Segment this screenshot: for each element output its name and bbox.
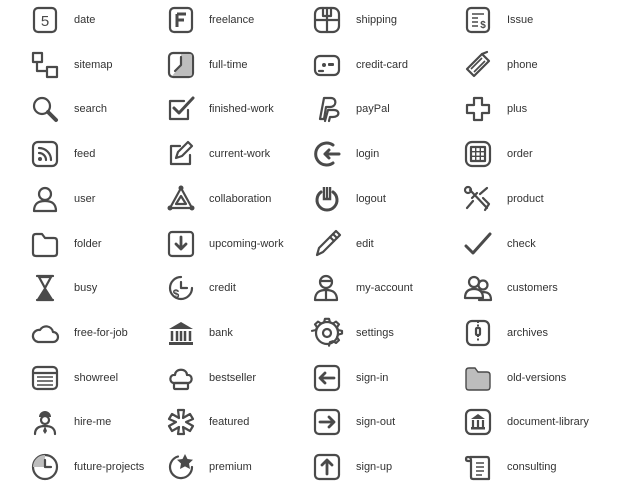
icon-label: date xyxy=(74,14,96,26)
icon-cell-plus xyxy=(463,89,493,129)
svg-text:$: $ xyxy=(172,287,180,302)
pen-icon xyxy=(312,229,342,259)
hourglass-icon xyxy=(30,273,60,303)
icon-label: sign-up xyxy=(356,461,393,473)
icon-cell-hire-me xyxy=(30,402,60,442)
icon-cell-featured xyxy=(166,402,196,442)
icon-cell-bestseller xyxy=(166,358,196,398)
pencil-box-icon xyxy=(166,139,196,169)
icon-label: upcoming-work xyxy=(209,237,284,250)
bank-icon xyxy=(166,318,196,348)
package-icon xyxy=(312,5,342,35)
icon-label: busy xyxy=(74,282,98,295)
icon-cell-paypal xyxy=(312,89,342,129)
icon-label: finished-work xyxy=(209,103,274,116)
icon-cell-shipping xyxy=(312,0,342,40)
icon-label: login xyxy=(356,148,380,161)
icon-label: future-projects xyxy=(74,461,145,473)
icon-label: logout xyxy=(356,192,386,205)
icon-label: showreel xyxy=(74,371,119,384)
icon-label: full-time xyxy=(209,58,248,71)
icon-label: order xyxy=(507,148,533,161)
svg-text:$: $ xyxy=(480,20,486,31)
icon-label: my-account xyxy=(356,282,413,295)
icon-label: phone xyxy=(507,58,538,71)
film-reel-icon xyxy=(30,363,60,393)
icon-cell-bank xyxy=(166,313,196,353)
folder-icon xyxy=(30,229,60,259)
icon-label: bestseller xyxy=(209,371,257,384)
icon-cell-my-account xyxy=(312,268,342,308)
power-icon xyxy=(312,184,342,214)
icon-label: sitemap xyxy=(74,58,113,71)
icon-label: check xyxy=(507,237,536,250)
arrow-up-box-icon xyxy=(312,452,342,482)
icon-cell-search xyxy=(30,89,60,129)
account-user-icon xyxy=(312,273,342,303)
icon-label: featured xyxy=(209,416,250,429)
plus-icon xyxy=(463,94,493,124)
icon-cell-current-work xyxy=(166,134,196,174)
icon-cell-customers xyxy=(463,268,493,308)
icon-cell-showreel xyxy=(30,358,60,398)
icon-label: payPal xyxy=(356,103,390,116)
icon-label: plus xyxy=(507,103,528,116)
icon-label: credit xyxy=(209,282,236,295)
icon-cell-full-time xyxy=(166,45,196,85)
scroll-document-icon xyxy=(463,452,493,482)
letter-f-icon xyxy=(166,5,196,35)
icon-cell-premium xyxy=(166,447,196,487)
icon-cell-busy xyxy=(30,268,60,308)
icon-label: old-versions xyxy=(507,371,567,384)
gear-icon xyxy=(312,318,342,348)
icon-cell-archives xyxy=(463,313,493,353)
invoice-icon xyxy=(463,5,493,35)
icon-cell-order xyxy=(463,134,493,174)
arrow-right-box-icon xyxy=(312,407,342,437)
icon-label: premium xyxy=(209,461,252,473)
icon-label: sign-out xyxy=(356,416,396,429)
grey-folder-icon xyxy=(463,363,493,393)
icon-cell-user xyxy=(30,179,60,219)
icon-label: folder xyxy=(74,237,102,250)
magnifier-icon xyxy=(30,94,60,124)
icon-cell-upcoming-work xyxy=(166,224,196,264)
icon-cell-old-versions xyxy=(463,358,493,398)
asterisk-icon xyxy=(166,407,196,437)
icon-label: edit xyxy=(356,237,374,250)
rss-feed-icon xyxy=(30,139,60,169)
icon-cell-freelance xyxy=(166,0,196,40)
icon-label: collaboration xyxy=(209,192,272,205)
order-grid-icon xyxy=(463,139,493,169)
triangle-link-icon xyxy=(166,184,196,214)
login-arrow-icon xyxy=(312,139,342,169)
svg-text:5: 5 xyxy=(40,13,50,30)
product-icon xyxy=(463,184,493,214)
icon-cell-logout xyxy=(312,179,342,219)
icon-cell-credit xyxy=(166,268,196,308)
archive-zipper-icon xyxy=(463,318,493,348)
icon-label: feed xyxy=(74,148,96,161)
icon-label: document-library xyxy=(507,416,589,429)
star-circle-icon xyxy=(166,452,196,482)
icon-label: free-for-job xyxy=(74,326,128,339)
worker-icon xyxy=(30,407,60,437)
icon-label: product xyxy=(507,192,544,205)
clock-icon xyxy=(30,452,60,482)
icon-cell-free-for-job xyxy=(30,313,60,353)
icon-label: freelance xyxy=(209,14,255,26)
customers-icon xyxy=(463,273,493,303)
credit-card-icon xyxy=(312,50,342,80)
check-icon xyxy=(463,229,493,259)
icon-cell-sign-out xyxy=(312,402,342,442)
calendar-5-icon xyxy=(30,5,60,35)
icon-cell-sign-up xyxy=(312,447,342,487)
icon-label: sign-in xyxy=(356,371,389,384)
library-box-icon xyxy=(463,407,493,437)
icon-cell-phone xyxy=(463,45,493,85)
phone-icon xyxy=(463,50,493,80)
icon-label: consulting xyxy=(507,461,557,473)
icon-label: Issue xyxy=(507,14,534,26)
icon-label: hire-me xyxy=(74,416,112,429)
icon-cell-finished-work xyxy=(166,89,196,129)
icon-label: archives xyxy=(507,326,548,339)
icon-cell-date xyxy=(30,0,60,40)
icon-cell-settings xyxy=(312,313,342,353)
half-clock-icon xyxy=(166,50,196,80)
icon-cell-folder xyxy=(30,224,60,264)
icon-cell-check xyxy=(463,224,493,264)
icon-label: bank xyxy=(209,326,233,339)
user-icon xyxy=(30,184,60,214)
download-box-icon xyxy=(166,229,196,259)
icon-cell-future-projects xyxy=(30,447,60,487)
checkbox-checked-icon xyxy=(166,94,196,124)
sitemap-icon xyxy=(30,50,60,80)
cloud-icon xyxy=(30,318,60,348)
icon-cell-sitemap xyxy=(30,45,60,85)
icon-cell-issue xyxy=(463,0,493,40)
icon-label: user xyxy=(74,192,96,205)
icon-cell-product xyxy=(463,179,493,219)
dollar-clock-icon xyxy=(166,273,196,303)
icon-cell-collaboration xyxy=(166,179,196,219)
icon-cell-edit xyxy=(312,224,342,264)
icon-cell-credit-card xyxy=(312,45,342,85)
chef-hat-icon xyxy=(166,363,196,393)
icon-cell-login xyxy=(312,134,342,174)
icon-label: credit-card xyxy=(356,58,408,71)
icon-cell-feed xyxy=(30,134,60,174)
icon-cell-document-library xyxy=(463,402,493,442)
arrow-left-box-icon xyxy=(312,363,342,393)
icon-label: customers xyxy=(507,282,558,295)
icon-label: current-work xyxy=(209,148,271,161)
icon-label: search xyxy=(74,103,108,116)
icon-label: settings xyxy=(356,326,394,339)
icon-label: shipping xyxy=(356,14,397,26)
paypal-icon xyxy=(312,94,342,124)
icon-cell-sign-in xyxy=(312,358,342,398)
icon-cell-consulting xyxy=(463,447,493,487)
